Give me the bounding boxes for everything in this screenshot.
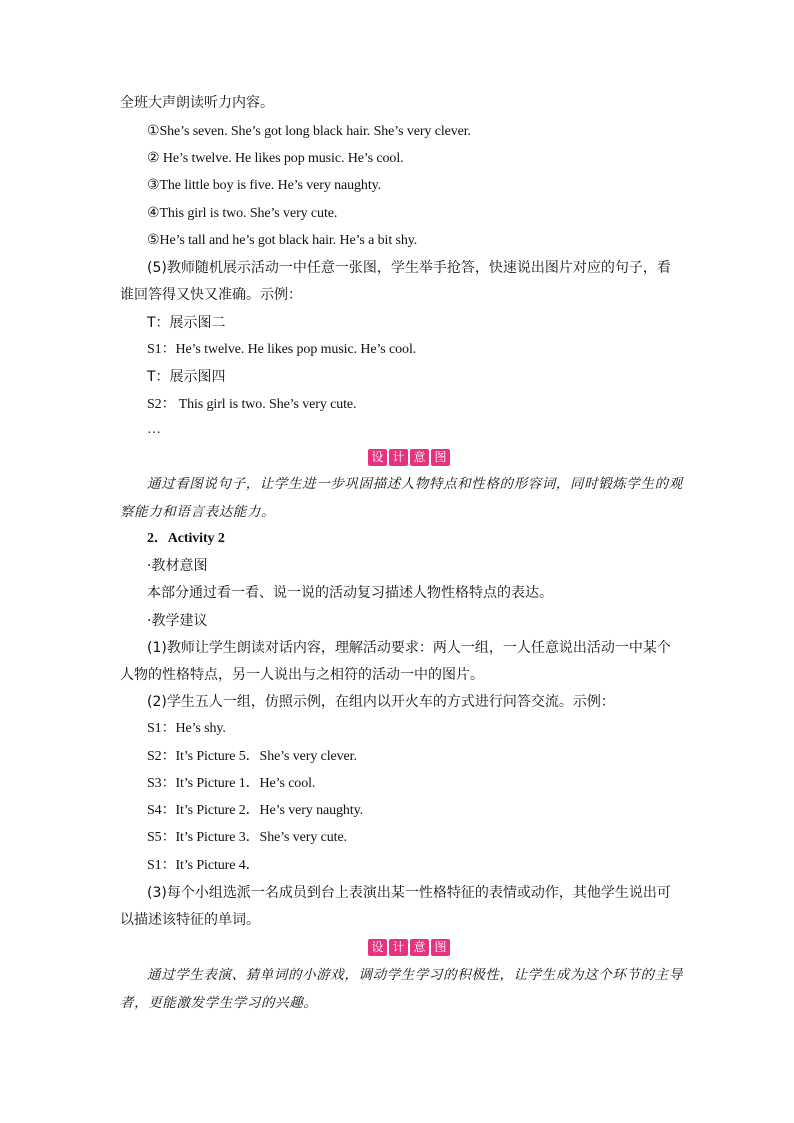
- text-line: ③The little boy is five. He’s very naughty.: [147, 178, 382, 193]
- design-intent-text: 通过看图说句子，让学生进一步巩固描述人物特点和性格的形容词，同时锻炼学生的观: [147, 476, 683, 492]
- text-line: T：展示图二: [147, 315, 226, 331]
- text-line: 全班大声朗读听力内容。: [120, 95, 274, 111]
- section-heading: 2．Activity 2: [147, 531, 225, 546]
- badge-char: 图: [431, 449, 450, 466]
- design-intent-text: 察能力和语言表达能力。: [120, 504, 276, 520]
- text-line: S2：It’s Picture 5．She’s very clever.: [147, 749, 357, 764]
- text-line: S1：It’s Picture 4．: [147, 858, 260, 873]
- ellipsis: …: [147, 422, 161, 437]
- text-line: ①She’s seven. She’s got long black hair. She’s very clever.: [147, 124, 471, 139]
- text-line: ⑤He’s tall and he’s got black hair. He’s a bit shy.: [147, 233, 418, 248]
- text-line: 谁回答得又快又准确。示例：: [120, 287, 302, 303]
- design-intent-text: 通过学生表演、猜单词的小游戏，调动学生学习的积极性，让学生成为这个环节的主导: [147, 967, 683, 983]
- text-line: S3：It’s Picture 1．He’s cool.: [147, 776, 316, 791]
- text-line: S4：It’s Picture 2．He’s very naughty.: [147, 803, 363, 818]
- badge-char: 意: [410, 449, 429, 466]
- badge-char: 设: [368, 939, 387, 956]
- text-line: ② He’s twelve. He likes pop music. He’s cool.: [147, 151, 404, 166]
- text-line: S5：It’s Picture 3．She’s very cute.: [147, 830, 347, 845]
- text-line: S1：He’s twelve. He likes pop music. He’s cool.: [147, 342, 417, 357]
- design-intent-badge: [368, 449, 450, 466]
- text-line: ④This girl is two. She’s very cute.: [147, 206, 338, 221]
- text-line: (3)每个小组选派一名成员到台上表演出某一性格特征的表情或动作，其他学生说出可: [147, 885, 671, 901]
- text-line: T：展示图四: [147, 369, 226, 385]
- design-intent-text: 者，更能激发学生学习的兴趣。: [120, 995, 318, 1011]
- badge-char: 设: [368, 449, 387, 466]
- text-line: (2)学生五人一组，仿照示例，在组内以开火车的方式进行问答交流。示例：: [147, 694, 615, 710]
- text-line: 本部分通过看一看、说一说的活动复习描述人物性格特点的表达。: [147, 585, 553, 601]
- text-line: S2： This girl is two. She’s very cute.: [147, 397, 357, 412]
- text-line: 人物的性格特点，另一人说出与之相符的活动一中的图片。: [120, 667, 484, 683]
- text-line: ·教学建议: [147, 613, 208, 629]
- badge-char: 图: [431, 939, 450, 956]
- text-line: (5)教师随机展示活动一中任意一张图，学生举手抢答，快速说出图片对应的句子，看: [147, 260, 671, 276]
- text-line: 以描述该特征的单词。: [120, 912, 260, 928]
- badge-char: 计: [389, 449, 408, 466]
- badge-char: 意: [410, 939, 429, 956]
- design-intent-badge: [368, 939, 450, 956]
- badge-char: 计: [389, 939, 408, 956]
- text-line: ·教材意图: [147, 558, 208, 574]
- text-line: (1)教师让学生朗读对话内容，理解活动要求：两人一组，一人任意说出活动一中某个: [147, 640, 671, 656]
- text-line: S1：He’s shy.: [147, 721, 226, 736]
